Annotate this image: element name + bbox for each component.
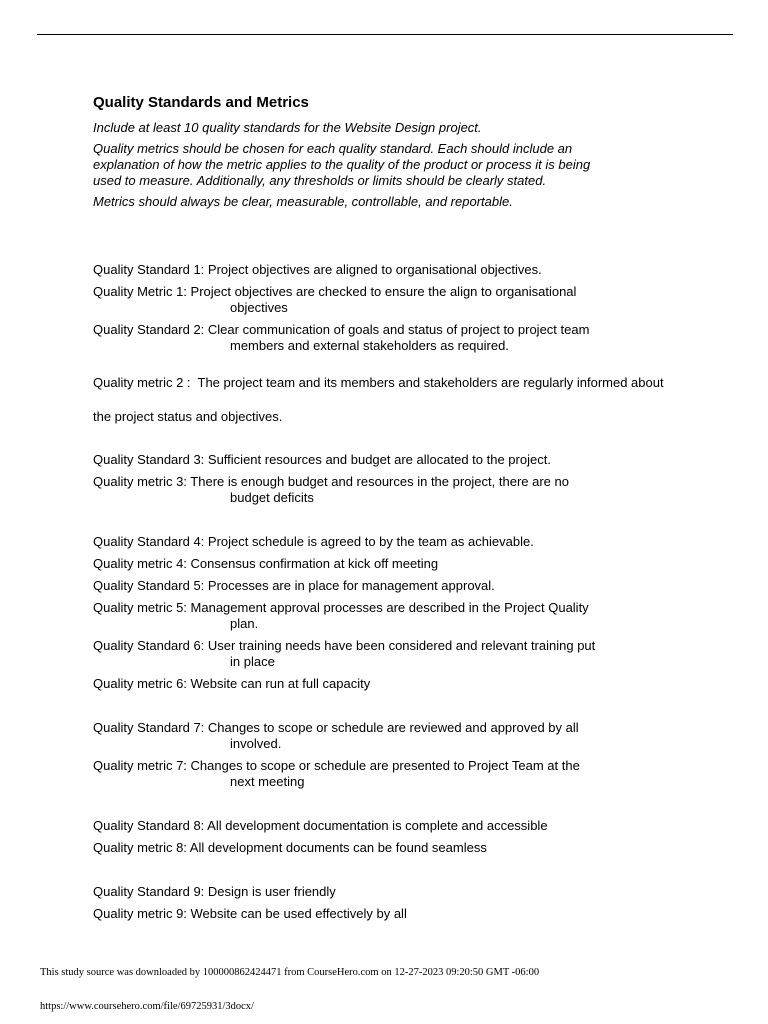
item-continuation: in place xyxy=(230,654,275,669)
quality-standard-5 xyxy=(93,578,693,594)
item-line: Quality metric 6: Website can run at full capacity xyxy=(93,676,371,691)
quality-metric-4 xyxy=(93,556,693,572)
quality-metric-2-continuation xyxy=(93,409,693,425)
intro-paragraph-2: Quality metrics should be chosen for each quality standard. Each should include an explanation of how the metric applies to the quality of the product or process it is being used to measure. Additionally, any thresholds or limits should be clearly stated. xyxy=(93,141,591,188)
item-line: Quality Standard 8: All development documentation is complete and accessible xyxy=(93,818,548,833)
item-continuation: objectives xyxy=(230,300,288,315)
item-line: Quality Standard 5: Processes are in place for management approval. xyxy=(93,578,495,593)
item-line: Quality metric 2 : The project team and its members and stakeholders are regularly informed about xyxy=(93,375,664,390)
item-line: Quality Standard 2: Clear communication of goals and status of project to project team xyxy=(93,322,590,337)
item-line: the project status and objectives. xyxy=(93,409,283,424)
intro-paragraph-3: Metrics should always be clear, measurable, controllable, and reportable. xyxy=(93,194,513,209)
quality-metric-5 xyxy=(93,600,693,632)
item-line: Quality Standard 1: Project objectives are aligned to organisational objectives. xyxy=(93,262,542,277)
item-line: Quality metric 8: All development documents can be found seamless xyxy=(93,840,487,855)
item-continuation: members and external stakeholders as required. xyxy=(230,338,509,353)
quality-metric-9 xyxy=(93,906,693,922)
quality-metric-3 xyxy=(93,474,693,506)
quality-metric-1 xyxy=(93,284,693,316)
item-line: Quality metric 3: There is enough budget and resources in the project, there are no xyxy=(93,474,569,489)
item-line: Quality Standard 7: Changes to scope or schedule are reviewed and approved by all xyxy=(93,720,579,735)
quality-standard-3 xyxy=(93,452,693,468)
quality-standard-4 xyxy=(93,534,693,550)
source-url[interactable]: https://www.coursehero.com/file/69725931/3docx/ xyxy=(40,1001,254,1012)
document-body xyxy=(93,94,693,928)
quality-metric-7 xyxy=(93,758,693,790)
quality-metric-6 xyxy=(93,676,693,692)
download-source-note: This study source was downloaded by 100000862424471 from CourseHero.com on 12-27-2023 09:20:50 GMT -06:00 xyxy=(40,967,540,978)
item-continuation: plan. xyxy=(230,616,259,631)
item-line: Quality Standard 6: User training needs have been considered and relevant training put xyxy=(93,638,596,653)
quality-standard-6 xyxy=(93,638,693,670)
quality-standard-9 xyxy=(93,884,693,900)
item-line: Quality Standard 3: Sufficient resources and budget are allocated to the project. xyxy=(93,452,551,467)
item-line: Quality metric 5: Management approval processes are described in the Project Quality xyxy=(93,600,589,615)
quality-metric-8 xyxy=(93,840,693,856)
intro-paragraph-1: Include at least 10 quality standards for the Website Design project. xyxy=(93,120,482,135)
quality-standard-1 xyxy=(93,262,693,278)
quality-standard-8 xyxy=(93,818,693,834)
quality-standard-2 xyxy=(93,322,693,354)
document-title: Quality Standards and Metrics xyxy=(93,94,309,111)
top-rule xyxy=(37,34,733,35)
item-line: Quality Metric 1: Project objectives are checked to ensure the align to organisational xyxy=(93,284,577,299)
item-line: Quality metric 4: Consensus confirmation at kick off meeting xyxy=(93,556,439,571)
item-continuation: involved. xyxy=(230,736,282,751)
quality-standard-7 xyxy=(93,720,693,752)
item-continuation: budget deficits xyxy=(230,490,314,505)
item-line: Quality Standard 9: Design is user friendly xyxy=(93,884,336,899)
item-continuation: next meeting xyxy=(230,774,305,789)
item-line: Quality metric 9: Website can be used effectively by all xyxy=(93,906,407,921)
item-line: Quality Standard 4: Project schedule is agreed to by the team as achievable. xyxy=(93,534,534,549)
quality-metric-2 xyxy=(93,375,693,391)
item-line: Quality metric 7: Changes to scope or schedule are presented to Project Team at the xyxy=(93,758,580,773)
